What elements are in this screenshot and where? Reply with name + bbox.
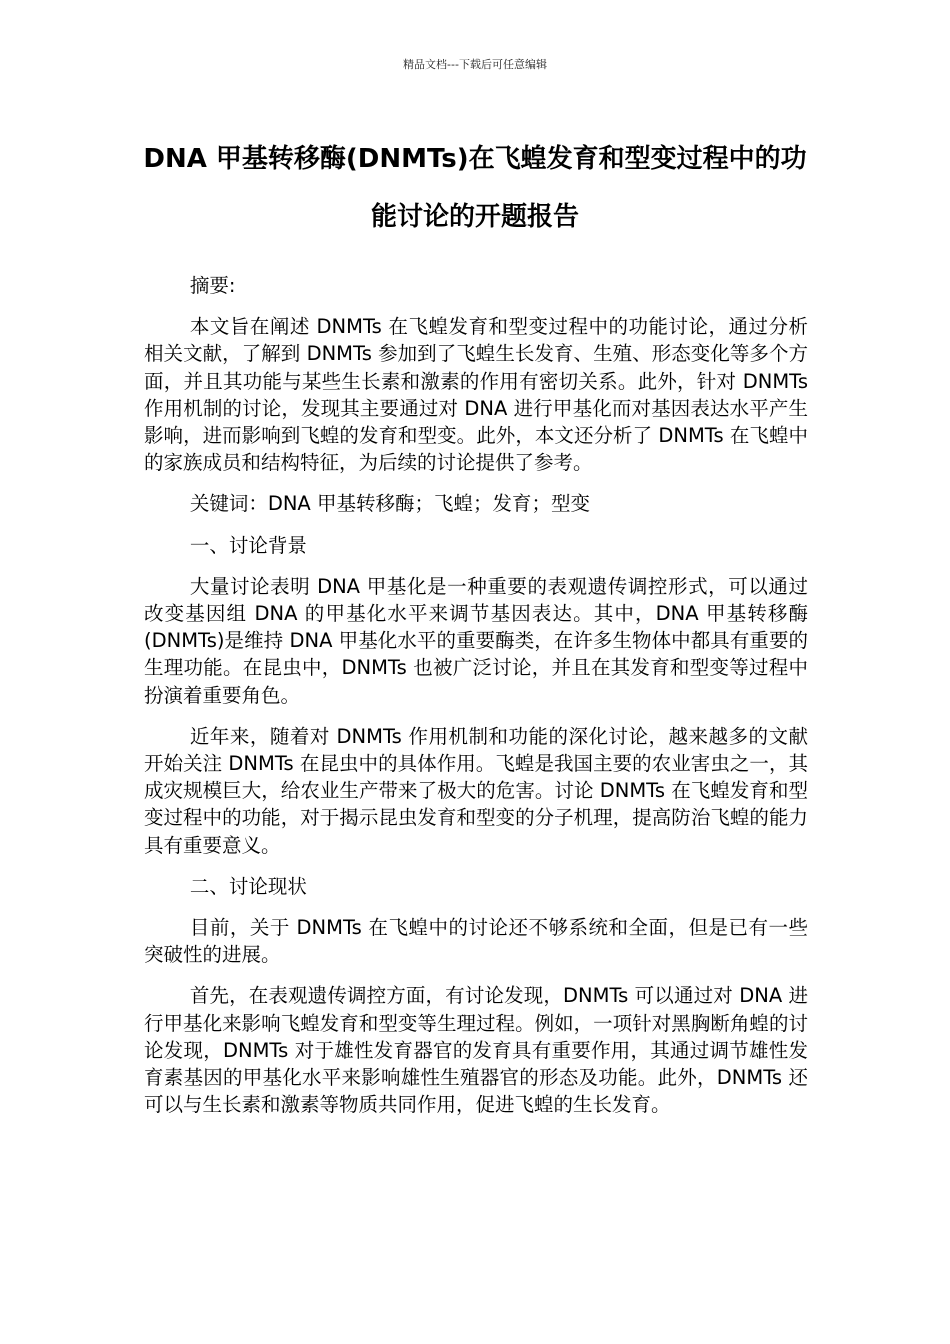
section-heading-status: 二、讨论现状 [189,874,307,898]
status-paragraph-1: 目前，关于 DNMTs 在飞蝗中的讨论还不够系统和全面，但是已有一些突破性的进展。 [144,916,808,967]
status-paragraph-2: 首先，在表观遗传调控方面，有讨论发现，DNMTs 可以通过对 DNA 进行甲基化来影响飞蝗发育和型变等生理过程。例如，一项针对黑胸断角蝗的讨论发现，DNMTs 对于雄性发育器官的发育具有重要作用，其通过调节雄性发育素基因的甲基化水平来影响雄性生殖器官的形态及功能。此外，DNMTs 还可以与生长素和激素等物质共同作用，促进飞蝗的生长发育。 [144,984,808,1117]
document-title: DNA 甲基转移酶(DNMTs)在飞蝗发育和型变过程中的功能讨论的开题报告 [143,144,807,232]
header-note: 精品文档---下载后可任意编辑 [403,58,547,71]
abstract-label: 摘要: [189,274,236,297]
document-body [144,272,808,1132]
background-paragraph-2: 近年来，随着对 DNMTs 作用机制和功能的深化讨论，越来越多的文献开始关注 DNMTs 在昆虫中的具体作用。飞蝗是我国主要的农业害虫之一，其成灾规模巨大，给农业生产带来了极大的危害。讨论 DNMTs 在飞蝗发育和型变过程中的功能，对于揭示昆虫发育和型变的分子机理，提高防治飞蝗的能力具有重要意义。 [144,724,808,857]
abstract-paragraph: 本文旨在阐述 DNMTs 在飞蝗发育和型变过程中的功能讨论，通过分析相关文献，了解到 DNMTs 参加到了飞蝗生长发育、生殖、形态变化等多个方面，并且其功能与某些生长素和激素的作用有密切关系。此外，针对 DNMTs 作用机制的讨论，发现其主要通过对 DNA 进行甲基化而对基因表达水平产生影响，进而影响到飞蝗的发育和型变。此外，本文还分析了 DNMTs 在飞蝗中的家族成员和结构特征，为后续的讨论提供了参考。 [144,315,808,475]
keywords-line: 关键词：DNA 甲基转移酶；飞蝗；发育；型变 [189,492,590,516]
section-heading-background: 一、讨论背景 [189,533,307,557]
background-paragraph-1: 大量讨论表明 DNA 甲基化是一种重要的表观遗传调控形式，可以通过改变基因组 DNA 的甲基化水平来调节基因表达。其中，DNA 甲基转移酶(DNMTs)是维持 DNA 甲基化水平的重要酶类，在许多生物体中都具有重要的生理功能。在昆虫中，DNMTs 也被广泛讨论，并且在其发育和型变等过程中扮演着重要角色。 [144,574,808,707]
